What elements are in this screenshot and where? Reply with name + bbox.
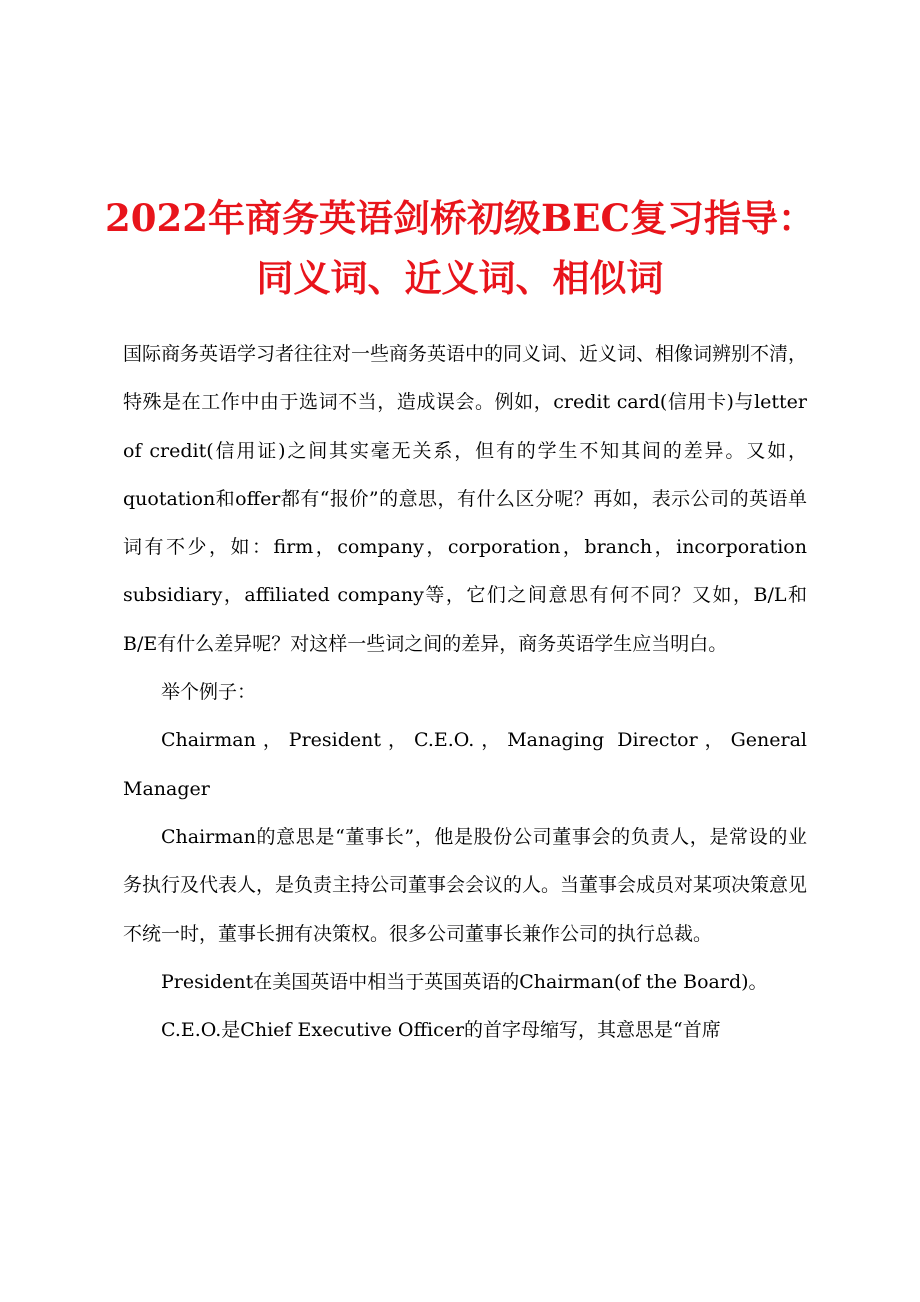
document-title: 2022年商务英语剑桥初级BEC复习指导：同义词、近义词、相似词 [105, 196, 815, 300]
paragraph-ceo: C.E.O.是Chief Executive Officer的首字母缩写，其意思是“首席 [161, 1019, 721, 1042]
document-body [123, 330, 807, 1054]
paragraph-title-list: Chairman，President，C.E.O.，Managing Director，General Manager [123, 729, 807, 800]
paragraph-president: President在美国英语中相当于英国英语的Chairman(of the Board)。 [161, 970, 768, 993]
paragraph-chairman: Chairman的意思是“董事长”，他是股份公司董事会的负责人，是常设的业务执行及代表人，是负责主持公司董事会会议的人。当董事会成员对某项决策意见不统一时，董事长拥有决策权。很多公司董事长兼作公司的执行总裁。 [123, 825, 808, 945]
paragraph-intro: 国际商务英语学习者往往对一些商务英语中的同义词、近义词、相像词辨别不清，特殊是在工作中由于选词不当，造成误会。例如，credit card(信用卡)与letter of credit(信用证)之间其实毫无关系，但有的学生不知其间的差异。又如，quotation和offer都有“报价”的意思，有什么区分呢？再如，表示公司的英语单词有不少，如：firm，company，corporation，branch，incorporation subsidiary，affiliated company等，它们之间意思有何不同？又如，B/L和B/E有什么差异呢？对这样一些词之间的差异，商务英语学生应当明白。 [123, 343, 808, 655]
paragraph-example-label: 举个例子： [161, 681, 257, 704]
